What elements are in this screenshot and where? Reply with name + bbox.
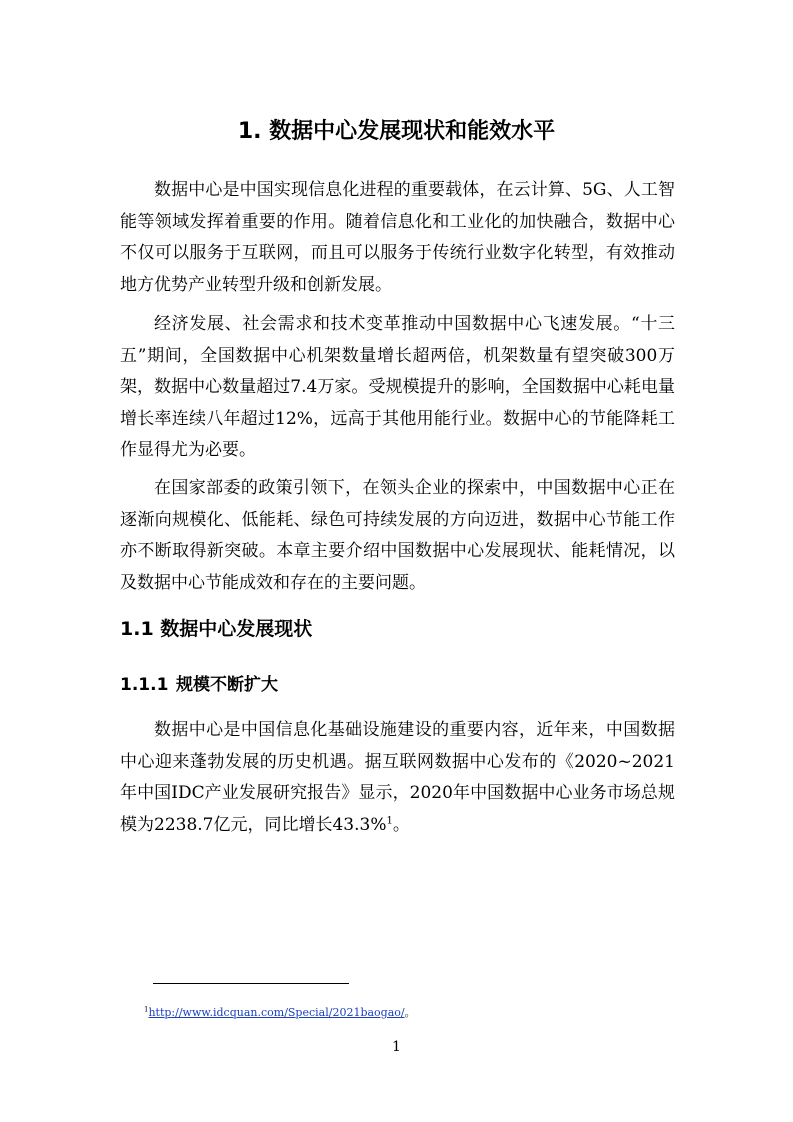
footnote xyxy=(144,1005,416,1021)
footnote-marker: 1 xyxy=(144,1005,149,1014)
subsection-title: 规模不断扩大 xyxy=(176,675,278,695)
subsection-number: 1.1.1 xyxy=(120,675,169,695)
footnote-reference[interactable]: 1 xyxy=(386,814,393,826)
section-heading: 1.1 数据中心发展现状 xyxy=(120,618,313,640)
chapter-title: 1. 数据中心发展现状和能效水平 xyxy=(237,119,556,144)
body-paragraph-scale xyxy=(120,715,675,841)
footnote-link[interactable]: http://www.idcquan.com/Special/2021baogao/ xyxy=(148,1006,405,1019)
scale-paragraph-text: 数据中心是中国信息化基础设施建设的重要内容，近年来，中国数据中心迎来蓬勃发展的历史机遇。据互联网数据中心发布的《2020~2021年中国IDC产业发展研究报告》显示，2020年中国数据中心业务市场总规模为2238.7亿元，同比增长43.3% xyxy=(120,720,675,835)
scale-paragraph-end: 。 xyxy=(392,814,410,835)
subsection-heading xyxy=(120,671,278,699)
page-number: 1 xyxy=(392,1039,401,1055)
footnote-suffix: 。 xyxy=(404,1006,416,1019)
footnote-divider xyxy=(153,983,349,984)
body-paragraph: 在国家部委的政策引领下，在领头企业的探索中，中国数据中心正在逐渐向规模化、低能耗、绿色可持续发展的方向迈进，数据中心节能工作亦不断取得新突破。本章主要介绍中国数据中心发展现状、能耗情况，以及数据中心节能成效和存在的主要问题。 xyxy=(120,478,675,593)
body-paragraph: 数据中心是中国实现信息化进程的重要载体，在云计算、5G、人工智能等领域发挥着重要的作用。随着信息化和工业化的加快融合，数据中心不仅可以服务于互联网，而且可以服务于传统行业数字化转型，有效推动地方优势产业转型升级和创新发展。 xyxy=(120,180,675,295)
body-paragraph: 经济发展、社会需求和技术变革推动中国数据中心飞速发展。“十三五”期间，全国数据中心机架数量增长超两倍，机架数量有望突破300万架，数据中心数量超过7.4万家。受规模提升的影响，全国数据中心耗电量增长率连续八年超过12%，远高于其他用能行业。数据中心的节能降耗工作显得尤为必要。 xyxy=(120,314,675,460)
